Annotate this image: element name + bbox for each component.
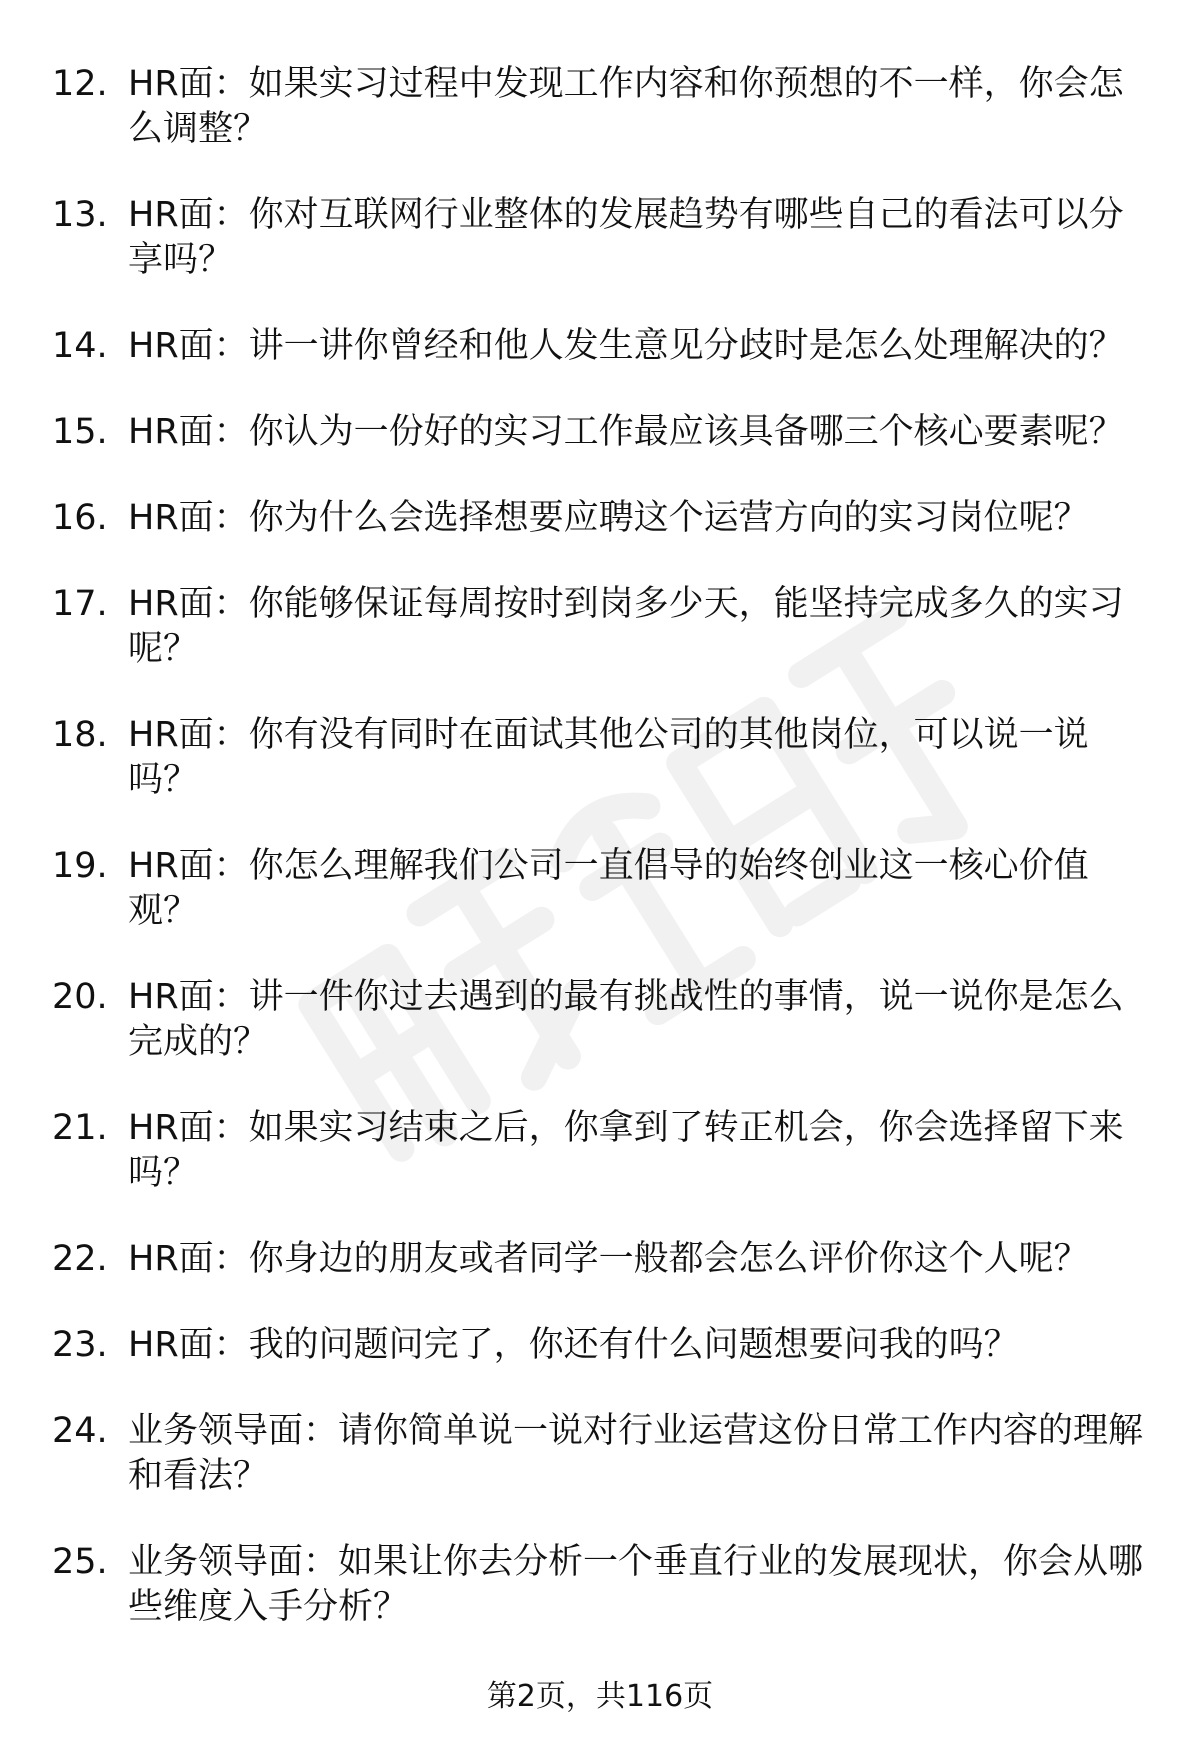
question-number: 13. (52, 195, 108, 235)
page-number-label: 第2页，共116页 (486, 1679, 714, 1714)
question-number: 16. (52, 498, 108, 538)
question-list (52, 62, 1152, 1671)
question-number: 15. (52, 412, 108, 452)
question-number: 22. (52, 1239, 108, 1279)
question-item (52, 975, 1152, 1065)
question-text: HR面：如果实习结束之后，你拿到了转正机会，你会选择留下来吗？ (128, 1108, 1124, 1193)
question-number: 21. (52, 1108, 108, 1148)
question-item (52, 62, 1152, 152)
question-item (52, 496, 1152, 541)
question-item (52, 1540, 1152, 1630)
question-text: HR面：讲一讲你曾经和他人发生意见分歧时是怎么处理解决的？ (128, 326, 1124, 366)
question-item (52, 1106, 1152, 1196)
question-text: HR面：你对互联网行业整体的发展趋势有哪些自己的看法可以分享吗？ (128, 195, 1124, 280)
question-item (52, 713, 1152, 803)
question-text: HR面：如果实习过程中发现工作内容和你预想的不一样，你会怎么调整？ (128, 64, 1124, 149)
question-item (52, 1409, 1152, 1499)
question-item (52, 844, 1152, 934)
question-text: 业务领导面：请你简单说一说对行业运营这份日常工作内容的理解和看法？ (128, 1411, 1144, 1496)
question-number: 18. (52, 715, 108, 755)
question-text: HR面：你为什么会选择想要应聘这个运营方向的实习岗位呢？ (128, 498, 1089, 538)
question-text: HR面：你能够保证每周按时到岗多少天，能坚持完成多久的实习呢？ (128, 584, 1124, 669)
question-item (52, 1237, 1152, 1282)
question-number: 14. (52, 326, 108, 366)
question-text: HR面：你怎么理解我们公司一直倡导的始终创业这一核心价值观？ (128, 846, 1089, 931)
question-text: HR面：讲一件你过去遇到的最有挑战性的事情，说一说你是怎么完成的？ (128, 977, 1124, 1062)
question-item (52, 324, 1152, 369)
question-number: 23. (52, 1325, 108, 1365)
question-item (52, 410, 1152, 455)
question-text: HR面：你有没有同时在面试其他公司的其他岗位，可以说一说吗？ (128, 715, 1089, 800)
question-text: HR面：你身边的朋友或者同学一般都会怎么评价你这个人呢？ (128, 1239, 1089, 1279)
question-item (52, 1323, 1152, 1368)
question-item (52, 193, 1152, 283)
question-text: HR面：你认为一份好的实习工作最应该具备哪三个核心要素呢？ (128, 412, 1124, 452)
question-number: 24. (52, 1411, 108, 1451)
question-number: 20. (52, 977, 108, 1017)
question-item (52, 582, 1152, 672)
page-footer (0, 1677, 1200, 1717)
question-number: 17. (52, 584, 108, 624)
question-number: 12. (52, 64, 108, 104)
question-number: 25. (52, 1542, 108, 1582)
question-text: 业务领导面：如果让你去分析一个垂直行业的发展现状，你会从哪些维度入手分析？ (128, 1542, 1144, 1627)
question-text: HR面：我的问题问完了，你还有什么问题想要问我的吗？ (128, 1325, 1019, 1365)
question-number: 19. (52, 846, 108, 886)
